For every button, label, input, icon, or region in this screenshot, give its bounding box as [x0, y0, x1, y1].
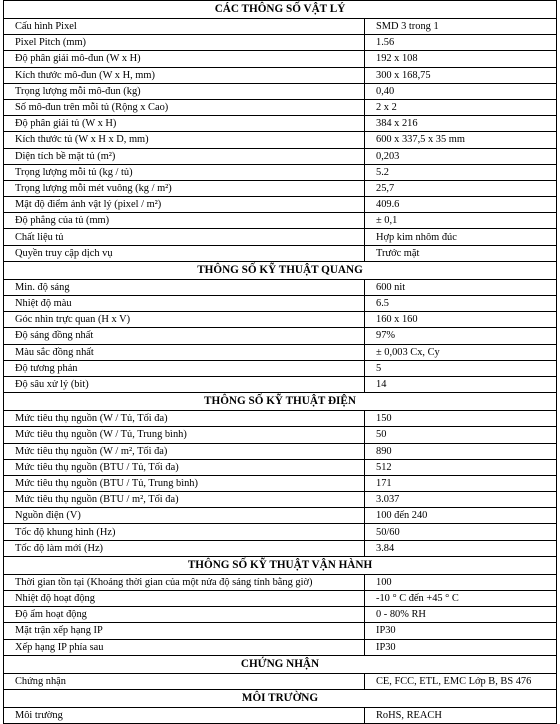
spec-label: Chất liệu tủ	[4, 229, 365, 245]
spec-value: 160 x 160	[365, 312, 557, 328]
table-row	[4, 540, 557, 556]
spec-label: Mật độ điểm ảnh vật lý (pixel / m²)	[4, 197, 365, 213]
spec-value: IP30	[365, 623, 557, 639]
spec-label: Xếp hạng IP phía sau	[4, 639, 365, 655]
spec-label: Tốc độ khung hình (Hz)	[4, 524, 365, 540]
table-row	[4, 229, 557, 245]
spec-label: Trọng lượng mỗi tủ (kg / tủ)	[4, 164, 365, 180]
table-row	[4, 574, 557, 590]
spec-label: Độ phẳng của tủ (mm)	[4, 213, 365, 229]
table-row	[4, 116, 557, 132]
spec-label: Diện tích bề mặt tủ (m²)	[4, 148, 365, 164]
table-row	[4, 360, 557, 376]
section-title: CÁC THÔNG SỐ VẬT LÝ	[4, 1, 557, 19]
spec-value: 600 nit	[365, 279, 557, 295]
spec-label: Màu sắc đồng nhất	[4, 344, 365, 360]
section-title: THÔNG SỐ KỸ THUẬT QUANG	[4, 261, 557, 279]
table-row	[4, 623, 557, 639]
spec-label: Độ tương phản	[4, 360, 365, 376]
spec-value: 0 - 80% RH	[365, 607, 557, 623]
spec-value: 409.6	[365, 197, 557, 213]
table-row	[4, 83, 557, 99]
spec-label: Cấu hình Pixel	[4, 19, 365, 35]
table-row	[4, 312, 557, 328]
spec-label: Độ sáng đồng nhất	[4, 328, 365, 344]
spec-label: Mức tiêu thụ nguồn (W / Tủ, Tối đa)	[4, 411, 365, 427]
section-header-row	[4, 655, 557, 673]
spec-value: 14	[365, 376, 557, 392]
spec-label: Pixel Pitch (mm)	[4, 35, 365, 51]
spec-value: 0,40	[365, 83, 557, 99]
spec-table	[3, 0, 557, 724]
table-row	[4, 344, 557, 360]
table-row	[4, 591, 557, 607]
spec-label: Chứng nhận	[4, 673, 365, 689]
spec-value: CE, FCC, ETL, EMC Lớp B, BS 476	[365, 673, 557, 689]
spec-value: 150	[365, 411, 557, 427]
spec-value: 6.5	[365, 296, 557, 312]
spec-label: Độ phân giải tủ (W x H)	[4, 116, 365, 132]
section-header-row	[4, 393, 557, 411]
table-row	[4, 639, 557, 655]
spec-label: Trọng lượng mỗi mét vuông (kg / m²)	[4, 180, 365, 196]
spec-value: Hợp kim nhôm đúc	[365, 229, 557, 245]
spec-table-body	[4, 1, 557, 724]
section-title: MÔI TRƯỜNG	[4, 689, 557, 707]
spec-label: Kích thước tủ (W x H x D, mm)	[4, 132, 365, 148]
spec-value: 3.84	[365, 540, 557, 556]
spec-label: Độ phân giải mô-đun (W x H)	[4, 51, 365, 67]
spec-label: Mức tiêu thụ nguồn (W / Tủ, Trung bình)	[4, 427, 365, 443]
table-row	[4, 607, 557, 623]
table-row	[4, 279, 557, 295]
spec-label: Thời gian tồn tại (Khoảng thời gian của một nửa độ sáng tính bằng giờ)	[4, 574, 365, 590]
spec-value: 5	[365, 360, 557, 376]
spec-label: Độ ẩm hoạt động	[4, 607, 365, 623]
spec-label: Mức tiêu thụ nguồn (BTU / Tủ, Trung bình)	[4, 475, 365, 491]
spec-label: Mức tiêu thụ nguồn (BTU / m², Tối đa)	[4, 492, 365, 508]
table-row	[4, 427, 557, 443]
table-row	[4, 67, 557, 83]
spec-value: 50/60	[365, 524, 557, 540]
spec-label: Kích thước mô-đun (W x H, mm)	[4, 67, 365, 83]
table-row	[4, 51, 557, 67]
spec-value: 100	[365, 574, 557, 590]
spec-label: Góc nhìn trực quan (H x V)	[4, 312, 365, 328]
table-row	[4, 164, 557, 180]
spec-label: Trọng lượng mỗi mô-đun (kg)	[4, 83, 365, 99]
table-row	[4, 328, 557, 344]
table-row	[4, 35, 557, 51]
section-header-row	[4, 556, 557, 574]
spec-value: 1.56	[365, 35, 557, 51]
table-row	[4, 459, 557, 475]
table-row	[4, 180, 557, 196]
section-title: THÔNG SỐ KỸ THUẬT VẬN HÀNH	[4, 556, 557, 574]
table-row	[4, 245, 557, 261]
spec-value: RoHS, REACH	[365, 707, 557, 723]
table-row	[4, 508, 557, 524]
spec-label: Số mô-đun trên mỗi tủ (Rộng x Cao)	[4, 99, 365, 115]
spec-value: 890	[365, 443, 557, 459]
table-row	[4, 411, 557, 427]
table-row	[4, 213, 557, 229]
spec-value: 97%	[365, 328, 557, 344]
spec-label: Mức tiêu thụ nguồn (BTU / Tủ, Tối đa)	[4, 459, 365, 475]
section-title: CHỨNG NHẬN	[4, 655, 557, 673]
spec-label: Nhiệt độ hoạt động	[4, 591, 365, 607]
spec-value: ± 0,1	[365, 213, 557, 229]
table-row	[4, 148, 557, 164]
spec-value: -10 ° C đến +45 ° C	[365, 591, 557, 607]
spec-value: 2 x 2	[365, 99, 557, 115]
table-row	[4, 296, 557, 312]
section-title: THÔNG SỐ KỸ THUẬT ĐIỆN	[4, 393, 557, 411]
spec-value: 300 x 168,75	[365, 67, 557, 83]
spec-label: Min. độ sáng	[4, 279, 365, 295]
spec-label: Quyền truy cập dịch vụ	[4, 245, 365, 261]
spec-value: 50	[365, 427, 557, 443]
table-row	[4, 475, 557, 491]
spec-value: 171	[365, 475, 557, 491]
spec-value: 3.037	[365, 492, 557, 508]
spec-value: ± 0,003 Cx, Cy	[365, 344, 557, 360]
table-row	[4, 376, 557, 392]
spec-value: 100 đến 240	[365, 508, 557, 524]
table-row	[4, 19, 557, 35]
spec-label: Nhiệt độ màu	[4, 296, 365, 312]
spec-label: Tốc độ làm mới (Hz)	[4, 540, 365, 556]
spec-value: Trước mặt	[365, 245, 557, 261]
spec-value: SMD 3 trong 1	[365, 19, 557, 35]
spec-label: Mức tiêu thụ nguồn (W / m², Tối đa)	[4, 443, 365, 459]
spec-value: 5.2	[365, 164, 557, 180]
section-header-row	[4, 261, 557, 279]
spec-label: Mặt trận xếp hạng IP	[4, 623, 365, 639]
table-row	[4, 707, 557, 723]
table-row	[4, 492, 557, 508]
table-row	[4, 443, 557, 459]
table-row	[4, 132, 557, 148]
spec-value: 0,203	[365, 148, 557, 164]
spec-value: 600 x 337,5 x 35 mm	[365, 132, 557, 148]
table-row	[4, 673, 557, 689]
spec-value: 512	[365, 459, 557, 475]
section-header-row	[4, 689, 557, 707]
spec-label: Môi trường	[4, 707, 365, 723]
section-header-row	[4, 1, 557, 19]
spec-value: 384 x 216	[365, 116, 557, 132]
spec-label: Độ sâu xử lý (bit)	[4, 376, 365, 392]
spec-value: IP30	[365, 639, 557, 655]
spec-label: Nguồn điện (V)	[4, 508, 365, 524]
table-row	[4, 197, 557, 213]
table-row	[4, 99, 557, 115]
spec-value: 25,7	[365, 180, 557, 196]
spec-value: 192 x 108	[365, 51, 557, 67]
table-row	[4, 524, 557, 540]
